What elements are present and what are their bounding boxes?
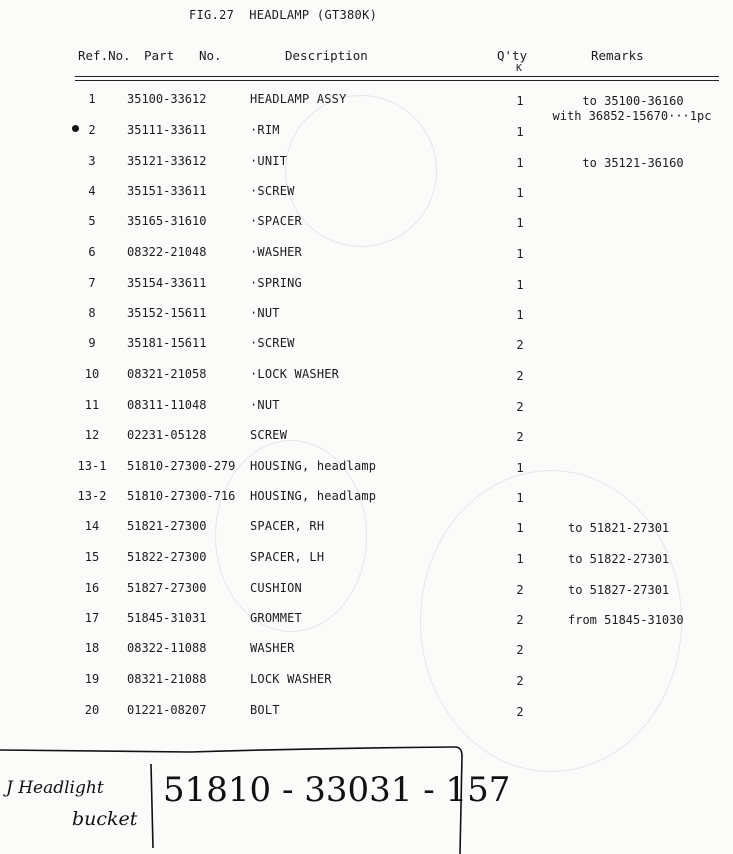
row-ref-no: 16 (84, 581, 100, 595)
row-quantity: 2 (516, 400, 524, 414)
row-ref-no: 17 (84, 611, 100, 625)
row-remarks: to 51821-27301 (568, 521, 670, 535)
row-part-number: 51821-27300 (127, 519, 207, 533)
handwritten-part-number: 51810 - 33031 - 157 (163, 770, 511, 810)
row-ref-no: 14 (84, 519, 100, 533)
row-quantity: 1 (516, 278, 524, 292)
row-quantity: 2 (516, 430, 524, 444)
row-part-number: 51845-31031 (127, 611, 207, 625)
row-ref-no: 3 (88, 154, 96, 168)
row-quantity: 1 (516, 308, 524, 322)
row-description: GROMMET (250, 611, 302, 625)
row-quantity: 2 (516, 369, 524, 383)
row-quantity: 1 (516, 461, 524, 475)
row-description: ·RIM (250, 123, 280, 137)
row-quantity: 2 (516, 338, 524, 352)
row-remarks-line2: with 36852-15670···1pc (552, 109, 712, 123)
row-part-number: 08321-21088 (127, 672, 207, 686)
row-part-number: 35111-33611 (127, 123, 207, 137)
row-part-number: 35100-33612 (127, 92, 207, 106)
row-part-number: 51810-27300-279 (127, 459, 236, 473)
row-ref-no: 18 (84, 641, 100, 655)
row-quantity: 1 (516, 552, 524, 566)
row-ref-no: 2 (88, 123, 96, 137)
row-remarks: from 51845-31030 (568, 613, 684, 627)
row-part-number: 35165-31610 (127, 214, 207, 228)
handwritten-label-line1: J Headlight (6, 778, 104, 798)
row-ref-no: 13-1 (77, 459, 107, 473)
row-quantity: 2 (516, 705, 524, 719)
row-ref-no: 13-2 (77, 489, 107, 503)
header-rule-top (75, 76, 719, 77)
header-ref-no: Ref.No. (78, 48, 131, 63)
row-ref-no: 5 (88, 214, 96, 228)
bullet-marker (72, 125, 79, 132)
row-description: ·NUT (250, 306, 280, 320)
header-part-no: No. (199, 48, 222, 63)
row-quantity: 1 (516, 186, 524, 200)
row-ref-no: 20 (84, 703, 100, 717)
row-description: SCREW (250, 428, 288, 442)
row-part-number: 51827-27300 (127, 581, 207, 595)
row-ref-no: 4 (88, 184, 96, 198)
row-description: HOUSING, headlamp (250, 489, 377, 503)
header-rule-bottom (75, 80, 719, 81)
row-part-number: 35154-33611 (127, 276, 207, 290)
row-description: ·SCREW (250, 184, 295, 198)
row-description: ·SCREW (250, 336, 295, 350)
row-part-number: 08321-21058 (127, 367, 207, 381)
row-description: ·UNIT (250, 154, 288, 168)
row-description: WASHER (250, 641, 295, 655)
row-description: BOLT (250, 703, 280, 717)
row-part-number: 01221-08207 (127, 703, 207, 717)
row-ref-no: 1 (88, 92, 96, 106)
header-remarks: Remarks (591, 48, 644, 63)
row-remarks: to 35100-36160 (582, 94, 684, 108)
row-quantity: 2 (516, 583, 524, 597)
figure-title: FIG.27 HEADLAMP (GT380K) (189, 8, 378, 22)
row-description: SPACER, RH (250, 519, 325, 533)
row-ref-no: 19 (84, 672, 100, 686)
row-quantity: 1 (516, 216, 524, 230)
row-quantity: 1 (516, 521, 524, 535)
row-description: ·SPACER (250, 214, 302, 228)
row-part-number: 08322-11088 (127, 641, 207, 655)
row-remarks: to 51822-27301 (568, 552, 670, 566)
row-description: CUSHION (250, 581, 302, 595)
row-remarks: to 51827-27301 (568, 583, 670, 597)
header-description: Description (285, 48, 368, 63)
row-part-number: 08311-11048 (127, 398, 207, 412)
row-remarks: to 35121-36160 (582, 156, 684, 170)
row-ref-no: 10 (84, 367, 100, 381)
row-description: SPACER, LH (250, 550, 325, 564)
row-ref-no: 11 (84, 398, 100, 412)
row-quantity: 2 (516, 613, 524, 627)
row-quantity: 1 (516, 156, 524, 170)
header-part: Part (144, 48, 175, 63)
row-ref-no: 6 (88, 245, 96, 259)
row-ref-no: 9 (88, 336, 96, 350)
row-quantity: 1 (516, 491, 524, 505)
row-description: ·SPRING (250, 276, 302, 290)
row-description: HEADLAMP ASSY (250, 92, 347, 106)
row-quantity: 1 (516, 94, 524, 108)
row-part-number: 35121-33612 (127, 154, 207, 168)
row-part-number: 35152-15611 (127, 306, 207, 320)
handwritten-label-line2: bucket (72, 808, 138, 830)
row-ref-no: 8 (88, 306, 96, 320)
row-description: ·LOCK WASHER (250, 367, 340, 381)
row-part-number: 51822-27300 (127, 550, 207, 564)
row-description: HOUSING, headlamp (250, 459, 377, 473)
row-quantity: 2 (516, 674, 524, 688)
row-description: LOCK WASHER (250, 672, 332, 686)
row-ref-no: 12 (84, 428, 100, 442)
row-part-number: 51810-27300-716 (127, 489, 236, 503)
header-qty: Q'ty (497, 48, 528, 63)
header-qty-sub: K (516, 63, 523, 74)
row-part-number: 35151-33611 (127, 184, 207, 198)
row-quantity: 1 (516, 247, 524, 261)
row-part-number: 35181-15611 (127, 336, 207, 350)
row-description: ·NUT (250, 398, 280, 412)
row-quantity: 1 (516, 125, 524, 139)
row-part-number: 08322-21048 (127, 245, 207, 259)
row-ref-no: 15 (84, 550, 100, 564)
row-quantity: 2 (516, 643, 524, 657)
row-description: ·WASHER (250, 245, 302, 259)
row-part-number: 02231-05128 (127, 428, 207, 442)
row-ref-no: 7 (88, 276, 96, 290)
bleed-through-circle (285, 95, 437, 247)
